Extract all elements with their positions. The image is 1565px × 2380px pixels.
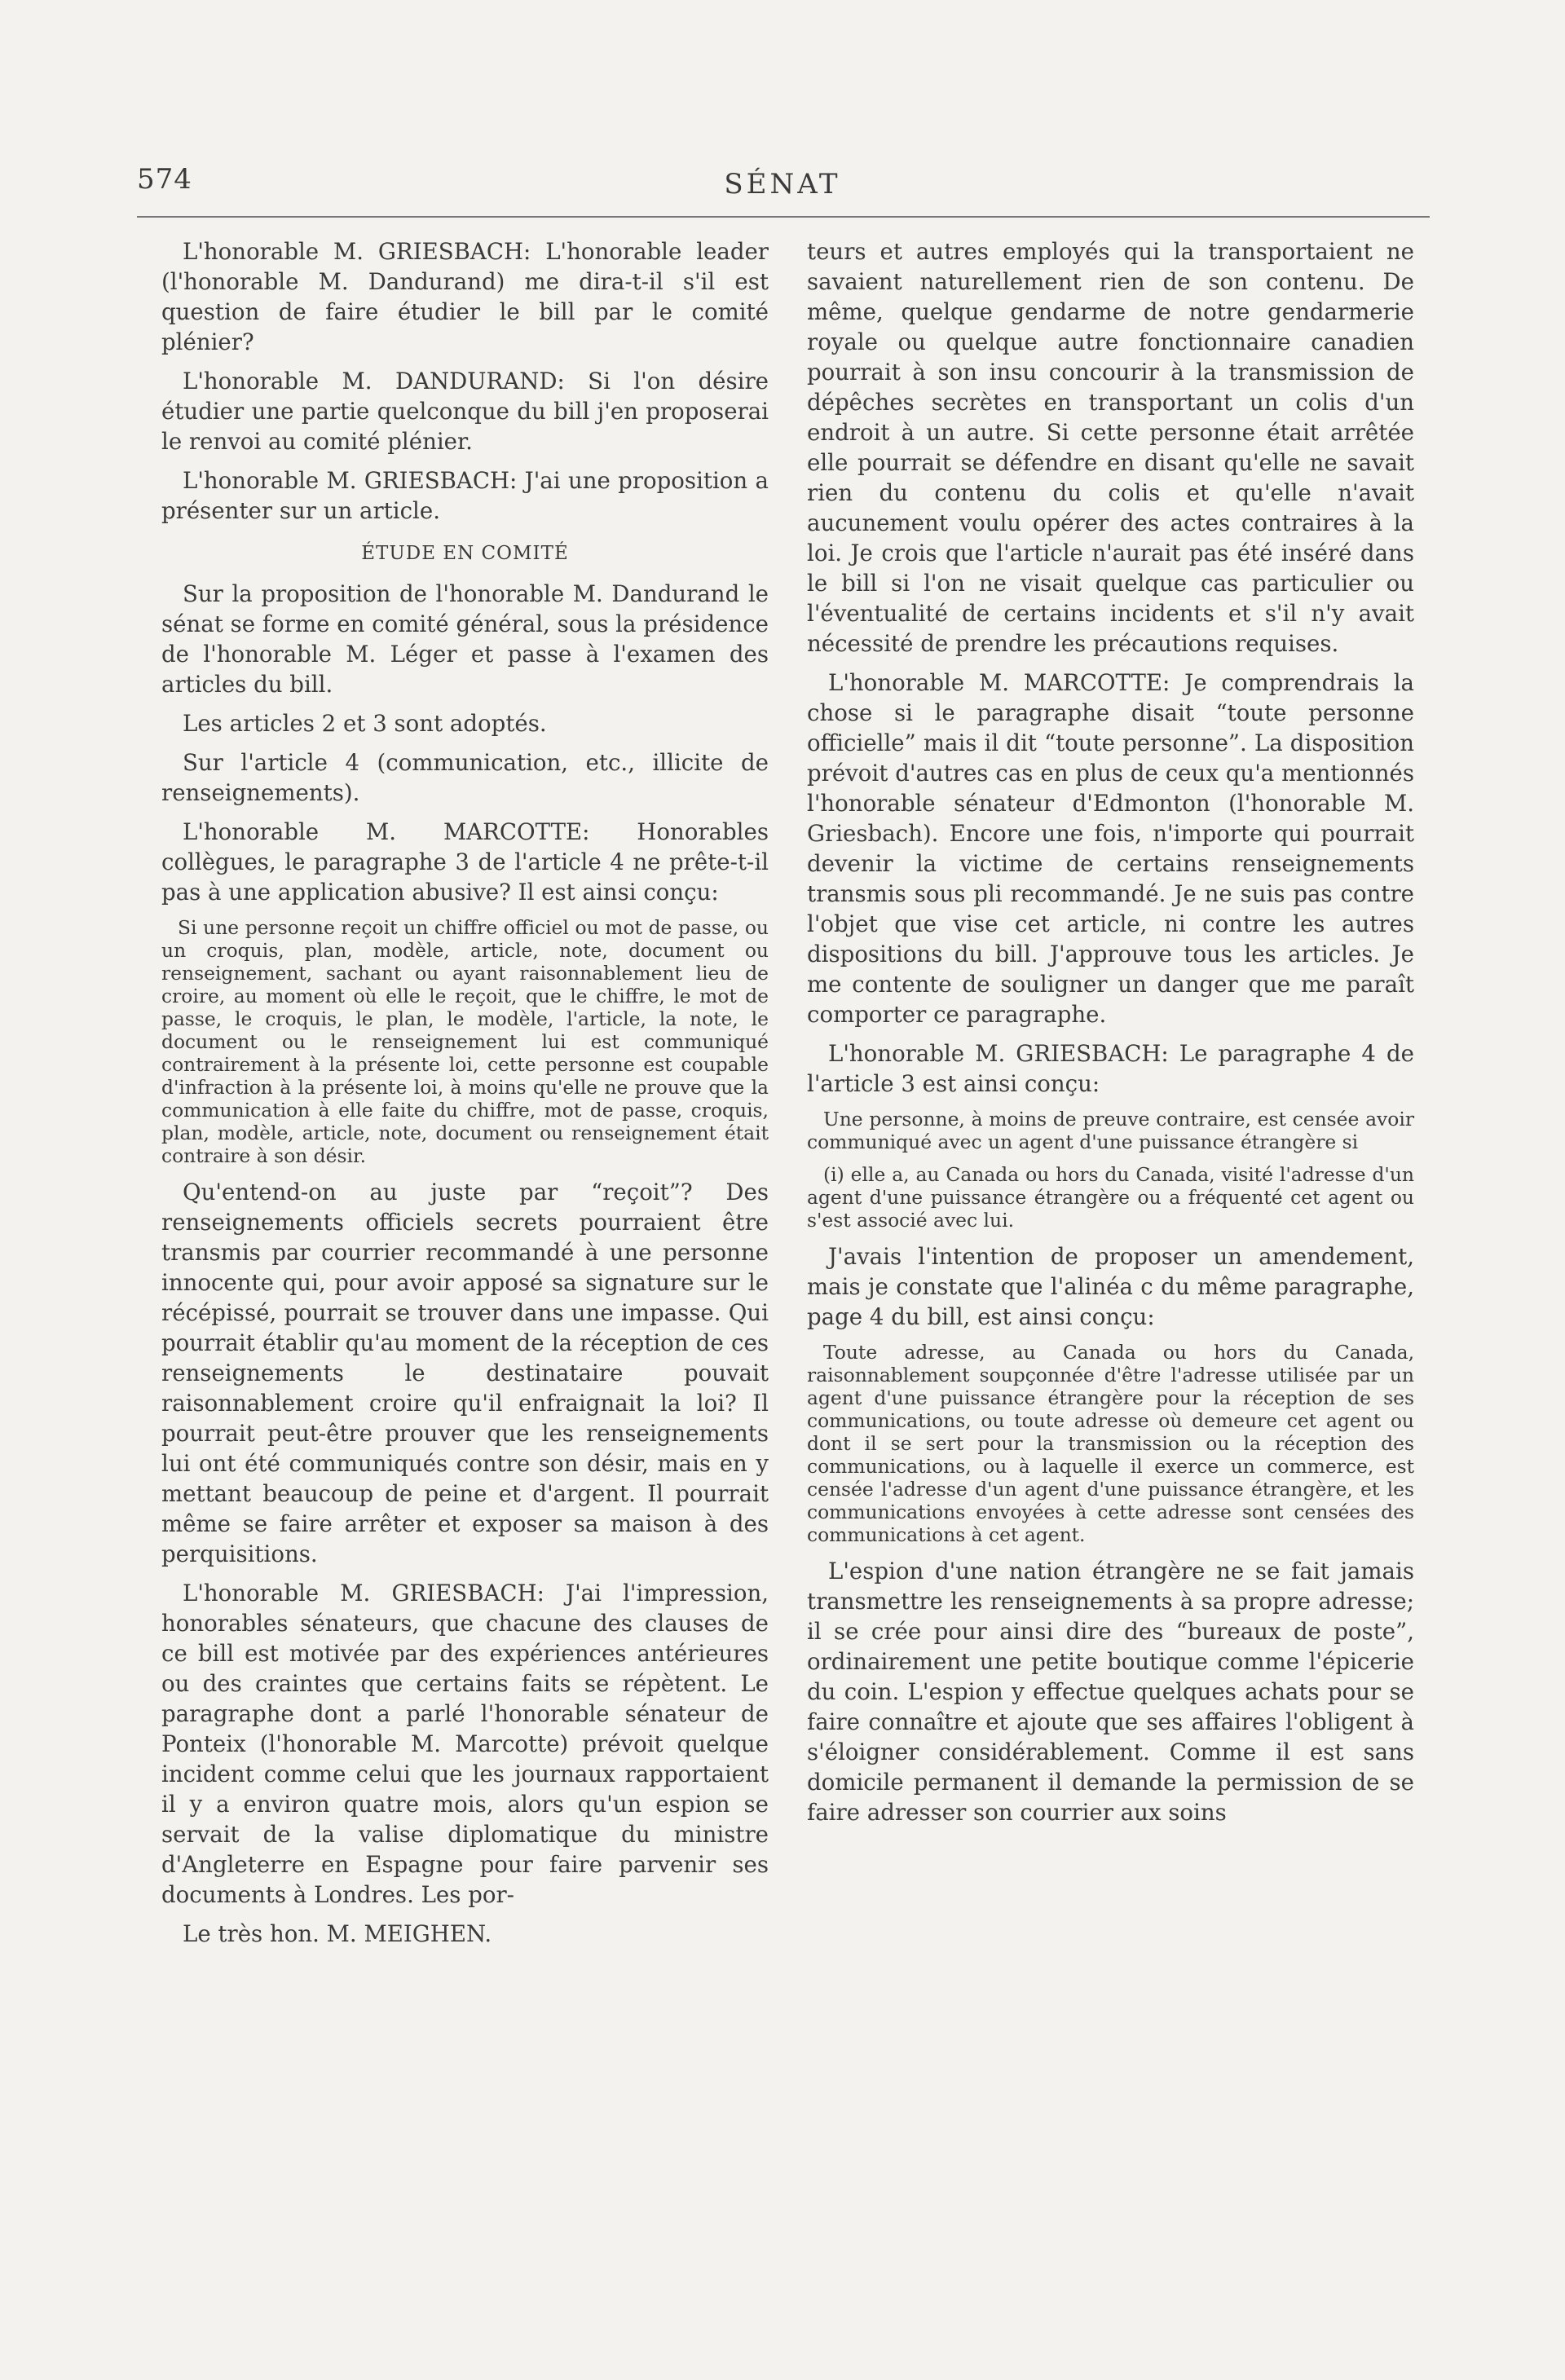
paragraph: L'honorable M. GRIESBACH: J'ai une proposition a présenter sur un article.	[161, 467, 769, 524]
quoted-text: Toute adresse, au Canada ou hors du Canada, raisonnablement soupçonnée d'être l'adresse utilisée par un agent d'une puissance étrangère pour la réception de ses communications, ou toute adresse où demeure cet agent ou dont il se sert pour la transmission ou la réception des communications, ou à laquelle il exerce un commerce, est censée l'adresse d'un agent d'une puissance étrangère, et les communications envoyées à cette adresse sont censées des communications à cet agent.	[807, 1341, 1414, 1546]
paragraph: Sur l'article 4 (communication, etc., illicite de renseignements).	[161, 749, 769, 806]
paragraph: Qu'entend-on au juste par “reçoit”? Des renseignements officiels secrets pourraient être transmis par courrier recommandé à une personne innocente qui, pour avoir apposé sa signature sur le récépissé, pourrait se trouver dans une impasse. Qui pourrait établir qu'au moment de la réception de ces renseignements le destinataire pouvait raisonnablement croire qu'il enfraignait la loi? Il pourrait peut-être prouver que les renseignements lui ont été communiqués contre son désir, mais en y mettant beaucoup de peine et d'argent. Il pourrait même se faire arrêter et exposer sa maison à des perquisitions.	[161, 1179, 769, 1567]
header-rule	[137, 216, 1430, 218]
running-head: SÉNAT	[724, 168, 841, 201]
left-column	[161, 236, 769, 1958]
paragraph: L'honorable M. GRIESBACH: Le paragraphe 4 de l'article 3 est ainsi conçu:	[807, 1040, 1414, 1097]
paragraph: L'honorable M. MARCOTTE: Honorables collègues, le paragraphe 3 de l'article 4 ne prête-t-il pas à une application abusive? Il est ainsi conçu:	[161, 818, 769, 906]
quoted-text: (i) elle a, au Canada ou hors du Canada, visité l'adresse d'un agent d'une puissance étrangère ou a fréquenté cet agent ou s'est associé avec lui.	[807, 1163, 1414, 1232]
paragraph: L'espion d'une nation étrangère ne se fait jamais transmettre les renseignements à sa propre adresse; il se crée pour ainsi dire des “bureaux de poste”, ordinairement une petite boutique comme l'épicerie du coin. L'espion y effectue quelques achats pour se faire connaître et ajoute que ses affaires l'obligent à s'éloigner considérablement. Comme il est sans domicile permanent il demande la permission de se faire adresser son courrier aux soins	[807, 1558, 1414, 1826]
paragraph: L'honorable M. MARCOTTE: Je comprendrais la chose si le paragraphe disait “toute personne officielle” mais il dit “toute personne”. La disposition prévoit d'autres cas en plus de ceux qu'a mentionnés l'honorable sénateur d'Edmonton (l'honorable M. Griesbach). Encore une fois, n'importe qui pourrait devenir la victime de certains renseignements transmis sous pli recommandé. Je ne suis pas contre l'objet que vise cet article, ni contre les autres dispositions du bill. J'approuve tous les articles. Je me contente de souligner un danger que me paraît comporter ce paragraphe.	[807, 669, 1414, 1028]
quoted-text: Si une personne reçoit un chiffre officiel ou mot de passe, ou un croquis, plan, modèle, article, note, document ou renseignement, sachant ou ayant raisonnablement lieu de croire, au moment où elle le reçoit, que le chiffre, le mot de passe, le croquis, le plan, le modèle, l'article, la note, le document ou le renseignement lui est communiqué contrairement à la présente loi, cette personne est coupable d'infraction à la présente loi, à moins qu'elle ne prouve que la communication à elle faite du chiffre, mot de passe, croquis, plan, modèle, article, note, document ou renseignement était contraire à son désir.	[161, 916, 769, 1167]
footer-speaker: Le très hon. M. MEIGHEN.	[183, 1920, 492, 1947]
paragraph: L'honorable M. DANDURAND: Si l'on désire étudier une partie quelconque du bill j'en proposerai le renvoi au comité plénier.	[161, 368, 769, 455]
paragraph: J'avais l'intention de proposer un amendement, mais je constate que l'alinéa c du même paragraphe, page 4 du bill, est ainsi conçu:	[807, 1243, 1414, 1330]
section-heading: ÉTUDE EN COMITÉ	[361, 543, 569, 564]
paragraph: L'honorable M. GRIESBACH: L'honorable leader (l'honorable M. Dandurand) me dira-t-il s'il est question de faire étudier le bill par le comité plénier?	[161, 238, 769, 355]
paragraph: L'honorable M. GRIESBACH: J'ai l'impression, honorables sénateurs, que chacune des clauses de ce bill est motivée par des expériences antérieures ou des craintes que certains faits se répètent. Le paragraphe dont a parlé l'honorable sénateur de Ponteix (l'honorable M. Marcotte) prévoit quelque incident comme celui que les journaux rapportaient il y a environ quatre mois, alors qu'un espion se servait de la valise diplomatique du ministre d'Angleterre en Espagne pour faire parvenir ses documents à Londres. Les por-	[161, 1580, 769, 1908]
right-column	[807, 236, 1414, 1836]
page-number: 574	[137, 163, 192, 196]
paragraph: Sur la proposition de l'honorable M. Dandurand le sénat se forme en comité général, sous la présidence de l'honorable M. Léger et passe à l'examen des articles du bill.	[161, 580, 769, 698]
paragraph: Les articles 2 et 3 sont adoptés.	[183, 710, 547, 737]
paragraph: teurs et autres employés qui la transportaient ne savaient naturellement rien de son contenu. De même, quelque gendarme de notre gendarmerie royale ou quelque autre fonctionnaire canadien pourrait à son insu concourir à la transmission de dépêches secrètes en transportant un colis d'un endroit à un autre. Si cette personne était arrêtée elle pourrait se défendre en disant qu'elle ne savait rien du contenu du colis et qu'elle n'avait aucunement voulu opérer des actes contraires à la loi. Je crois que l'article n'aurait pas été inséré dans le bill si l'on ne visait quelque cas particulier ou l'éventualité de certains incidents et s'il n'y avait nécessité de prendre les précautions requises.	[807, 238, 1414, 657]
quoted-text: Une personne, à moins de preuve contraire, est censée avoir communiqué avec un agent d'une puissance étrangère si	[807, 1108, 1414, 1153]
